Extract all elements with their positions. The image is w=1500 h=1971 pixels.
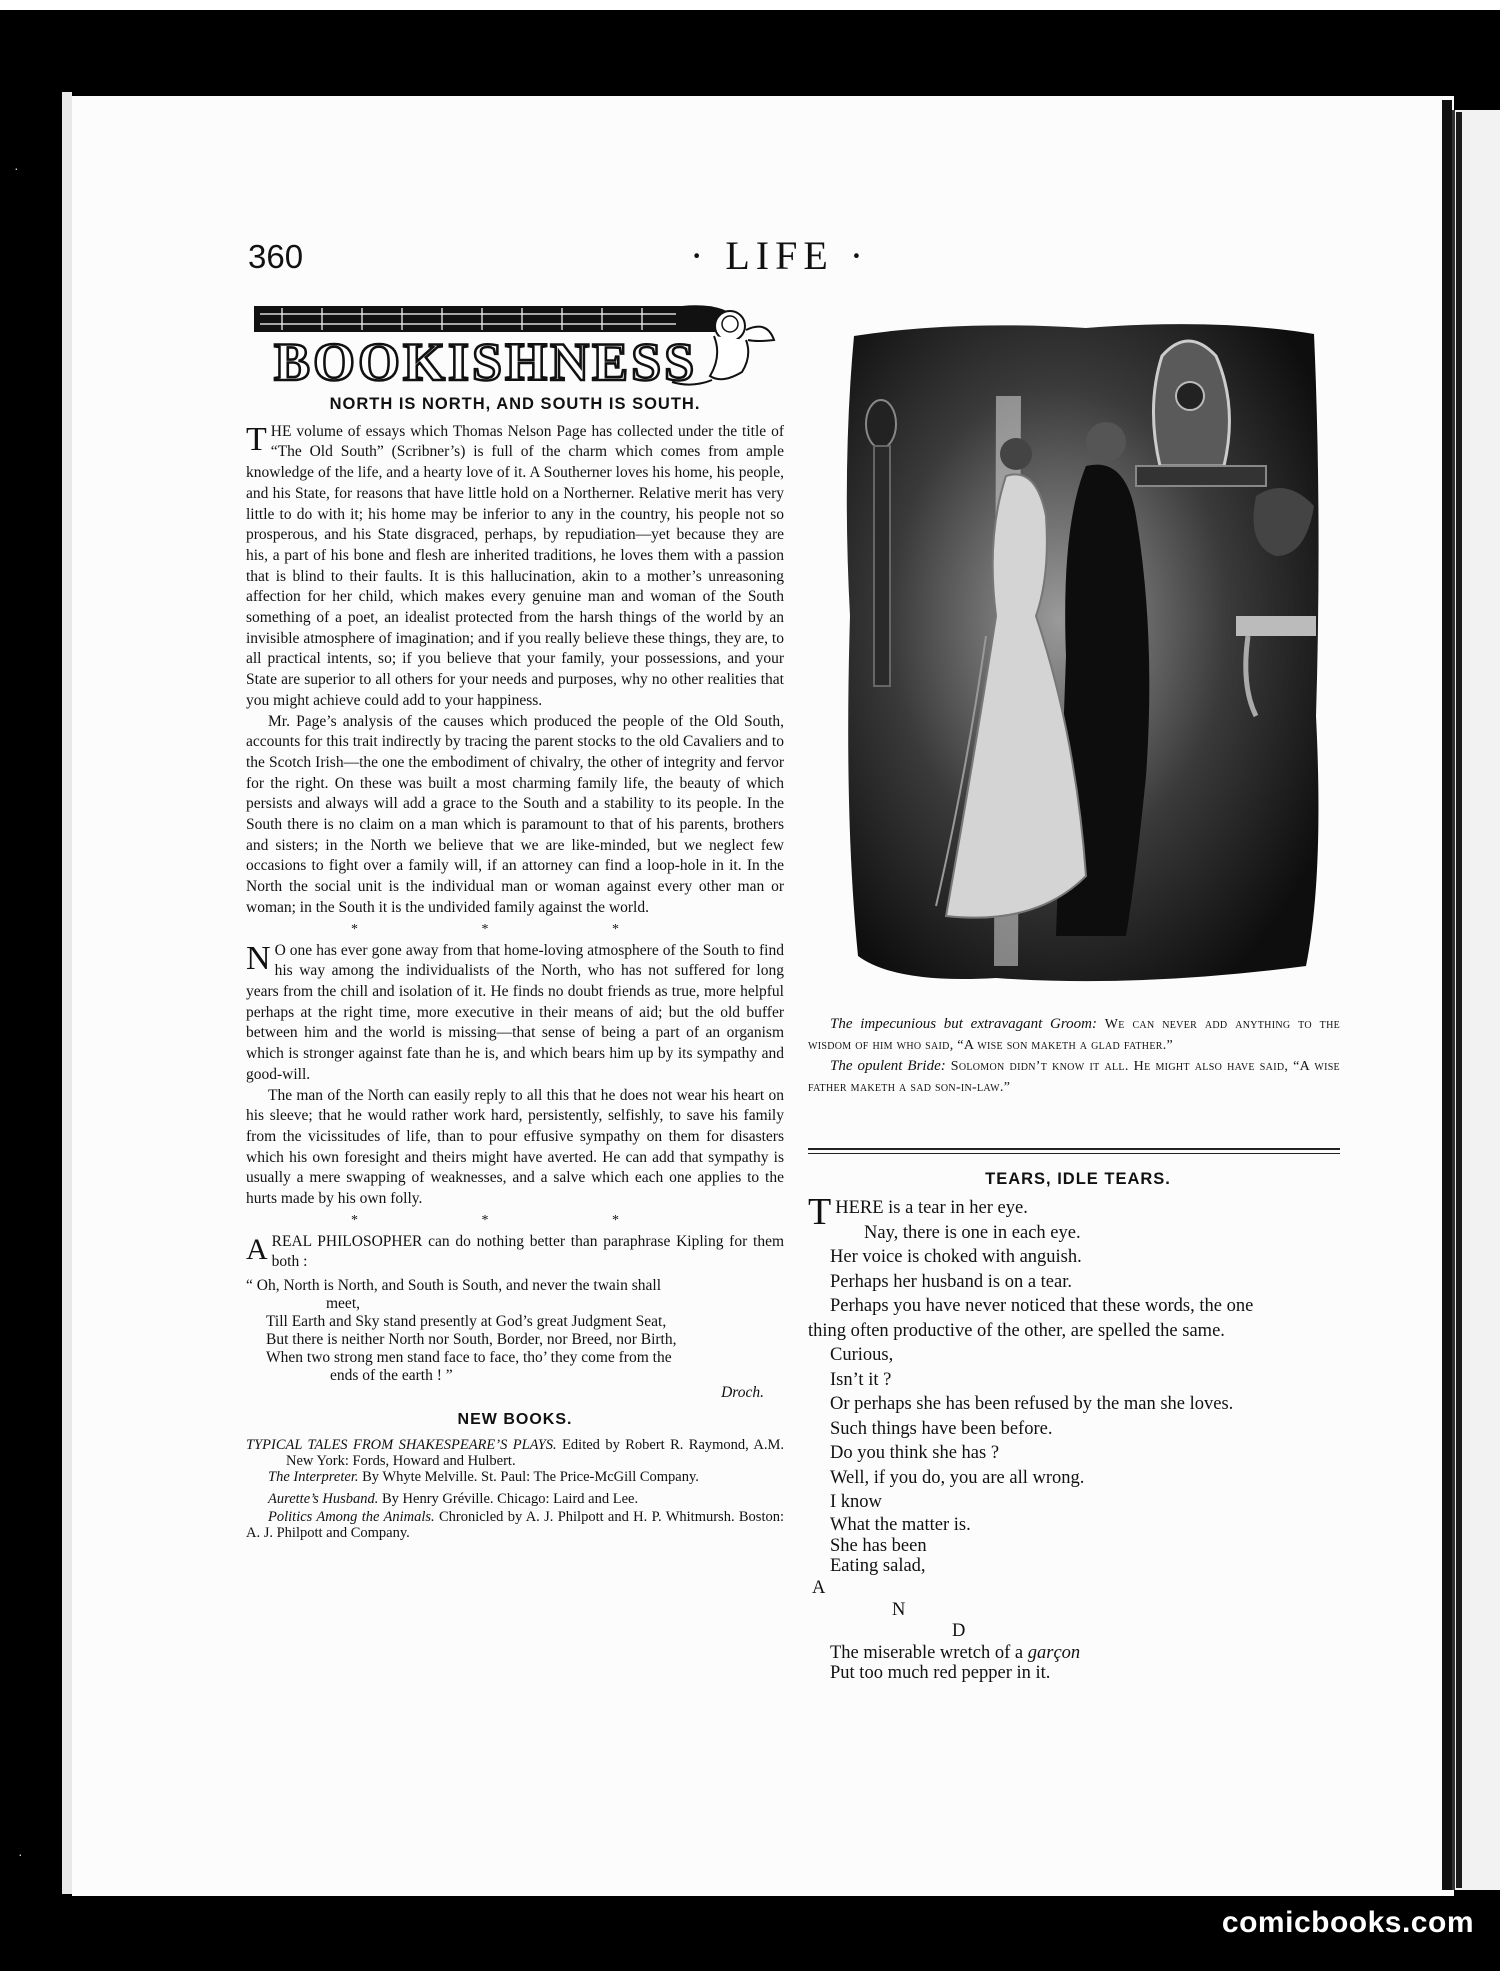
poem-line: ends of the earth ! ” xyxy=(330,1367,453,1385)
new-books-title: NEW BOOKS. xyxy=(457,1410,573,1428)
caption-text: We can never add anything to the wisdom of him who said, “A wise son maketh a glad father.” xyxy=(808,1017,1340,1053)
verse-line: Perhaps her husband is on a tear. xyxy=(830,1271,1072,1292)
book-entry xyxy=(246,1437,784,1469)
book-title: Politics Among the Animals. xyxy=(268,1508,435,1525)
drop-cap: N xyxy=(246,939,271,977)
tears-article xyxy=(808,1168,1348,1683)
verse-line: I know xyxy=(830,1492,882,1512)
mantel xyxy=(1136,466,1266,486)
poem-line: But there is neither North nor South, Border, nor Breed, nor Birth, xyxy=(266,1331,677,1349)
masthead-title: · LIFE · xyxy=(690,233,870,278)
verse-line: She has been xyxy=(830,1535,927,1556)
caption-speaker: The impecunious but extravagant Groom: xyxy=(830,1016,1097,1032)
caption-line xyxy=(808,1056,1340,1098)
drop-cap: T xyxy=(246,420,267,458)
caption-speaker: The opulent Bride: xyxy=(830,1058,946,1074)
verse-line: thing often productive of the other, are spelled the same. xyxy=(808,1320,1225,1341)
bride-head xyxy=(1000,438,1032,470)
verse-line: Perhaps you have never noticed that these words, the one xyxy=(830,1296,1254,1316)
paragraph-text: HE volume of essays which Thomas Nelson Page has collected under the title of “The Old South” (Scribner’s) is full of the charm which comes from ample knowledge of the life, and a hearty love of it. A Southerner loves his home, his people, and his State, for reasons that have little hold on a Northerner. Relative merit has very little to do with it; his home may be inferior to any in the country, his people not so prosperous, and his State disgraced, perhaps, by repudiation—yet because they are his, a part of his bone and flesh are inherited traditions, he loves them with a passion that is blind to their faults. It is this hallucination, akin to a mother’s unreasoning affection for her child, which makes every genuine man and woman of the South something of a poet, an idealist protected from the harsh things of the world by an invisible atmosphere of imagination; and if you really believe these things, they are, to all practical intents, so; if you believe that your family, your possessions, and your State are superior to all others for your needs and purposes, why no other realities that you might achieve could add to your happiness. xyxy=(246,422,784,709)
verse-line: Or perhaps she has been refused by the man she loves. xyxy=(830,1394,1234,1414)
book-detail: Chronicled by A. J. Philpott and H. P. Whitmursh. Boston: A. J. Philpott and Company. xyxy=(246,1508,785,1541)
poem-quote xyxy=(246,1277,784,1385)
double-rule xyxy=(808,1148,1340,1150)
caption-line xyxy=(808,1014,1340,1056)
watermark-logo: comicbooks.com xyxy=(1221,1906,1474,1939)
verse-line: Curious, xyxy=(830,1345,894,1365)
section-divider: * * * xyxy=(351,921,679,937)
illustration-caption xyxy=(808,1014,1340,1098)
caption-text: Solomon didn’t know it all. He might also have said, “A wise father maketh a sad son-in-law.” xyxy=(808,1059,1340,1095)
verse-text: HERE is a tear in her eye. xyxy=(835,1198,1028,1218)
verse-line: Her voice is choked with anguish. xyxy=(830,1247,1082,1267)
spine-shadow xyxy=(1456,112,1462,1888)
author-signature: Droch. xyxy=(721,1384,764,1402)
verse-line: What the matter is. xyxy=(830,1514,971,1535)
book-detail: By Whyte Melville. St. Paul: The Price-McGill Company. xyxy=(362,1468,699,1485)
scan-speck: · xyxy=(18,1846,23,1862)
poem-line: Till Earth and Sky stand presently at God’s great Judgment Seat, xyxy=(266,1313,667,1331)
verse-line: A xyxy=(812,1577,826,1598)
verse-line: Such things have been before. xyxy=(830,1418,1053,1439)
article-title: NORTH IS NORTH, AND SOUTH IS SOUTH. xyxy=(329,395,701,413)
paragraph xyxy=(246,1232,784,1273)
left-column xyxy=(246,394,784,1541)
verse-line: D xyxy=(952,1620,966,1641)
vase xyxy=(866,400,896,448)
bookishness-banner xyxy=(252,296,777,392)
book-detail: Edited by Robert R. Raymond, A.M. New York: Fords, Howard and Hulbert. xyxy=(286,1436,785,1469)
poem-line: meet, xyxy=(326,1295,360,1313)
drop-cap: A xyxy=(246,1232,268,1266)
verse-line: Do you think she has ? xyxy=(830,1443,1000,1463)
verse-line xyxy=(808,1643,1348,1663)
illustration-couple xyxy=(836,316,1326,991)
paragraph xyxy=(246,422,784,712)
poem-line: When two strong men stand face to face, tho’ they come from the xyxy=(266,1349,672,1367)
page-left-edge xyxy=(62,92,72,1894)
book-detail: By Henry Gréville. Chicago: Laird and Lee. xyxy=(381,1490,639,1507)
paragraph: Mr. Page’s analysis of the causes which produced the people of the Old South, accounts for this trait indirectly by tracing the parent stocks to the old Cavaliers and to the Scotch Irish—the one the embodiment of chivalry, the other of integrity and fervor for the right. On these was built a most charming family life, the beauty of which persists and always will add a grace to the South and a stability to its people. In the South there is no claim on a man which is paramount to that of his parents, brothers and sisters; in the North we believe that we are like-minded, but we neglect few occasions to fight over a family will, if an attorney can find a loop-hole in it. In the North the social unit is the individual man or woman against every other man or woman; in the South it is the undivided family against the world. xyxy=(246,712,784,916)
book-title: Aurette’s Husband. xyxy=(268,1490,379,1507)
scan-speck: · xyxy=(14,160,19,176)
book-title: The Interpreter. xyxy=(268,1468,359,1485)
paragraph-text: O one has ever gone away from that home-loving atmosphere of the South to find his way among the individualists of the North, who has not suffered for long years from the chill and isolation of it. He finds no doubt friends as true, more helpful perhaps at the right time, more executive in their means of aid; but the old buffer between him and the world is missing—that sense of being a part of an organism which is stronger against fate than he is, and which bears him up by its sympathy and good-will. xyxy=(246,941,784,1083)
section-divider: * * * xyxy=(351,1212,679,1228)
column xyxy=(874,446,890,686)
banner-lettering: BOOKISHNESS xyxy=(274,332,698,392)
verse-line: N xyxy=(892,1600,906,1620)
article-title: TEARS, IDLE TEARS. xyxy=(985,1170,1171,1188)
book-title: TYPICAL TALES FROM SHAKESPEARE’S PLAYS. xyxy=(246,1436,557,1453)
double-rule xyxy=(808,1153,1340,1154)
verse-line: Eating salad, xyxy=(830,1555,926,1576)
groom-head xyxy=(1086,422,1126,462)
verse-line: Well, if you do, you are all wrong. xyxy=(830,1467,1085,1488)
book-entry xyxy=(246,1491,784,1507)
verse-line: Isn’t it ? xyxy=(830,1369,892,1390)
table xyxy=(1236,616,1316,636)
verse-line: Nay, there is one in each eye. xyxy=(864,1222,1081,1243)
paragraph: The man of the North can easily reply to all this that he does not wear his heart on his sleeve; that he would rather work hard, persistently, selfishly, to save his family from the vicissitudes of life, than to pour effusive sympathy on them for disasters which his own foresight and theirs might have averted. He can add that sympathy is usually a mere swapping of weaknesses, and a salve which each one applies to the hurts made by his own folly. xyxy=(246,1086,784,1208)
paragraph xyxy=(246,941,784,1086)
book-entry xyxy=(246,1509,784,1541)
verse-italic: garçon xyxy=(1027,1643,1081,1663)
poem-line: “ Oh, North is North, and South is South, and never the twain shall xyxy=(246,1277,662,1295)
scan-top-edge xyxy=(0,0,1500,10)
new-books-list xyxy=(246,1437,784,1541)
paragraph-text: REAL PHILOSOPHER can do nothing better than paraphrase Kipling for them both : xyxy=(271,1232,784,1271)
book-entry xyxy=(246,1469,784,1485)
page-number: 360 xyxy=(248,238,304,275)
page-right-edge xyxy=(1442,100,1452,1890)
drop-cap: T xyxy=(808,1191,832,1233)
verse-line: Put too much red pepper in it. xyxy=(830,1663,1051,1683)
verse-text: The miserable wretch of a xyxy=(830,1643,1028,1663)
